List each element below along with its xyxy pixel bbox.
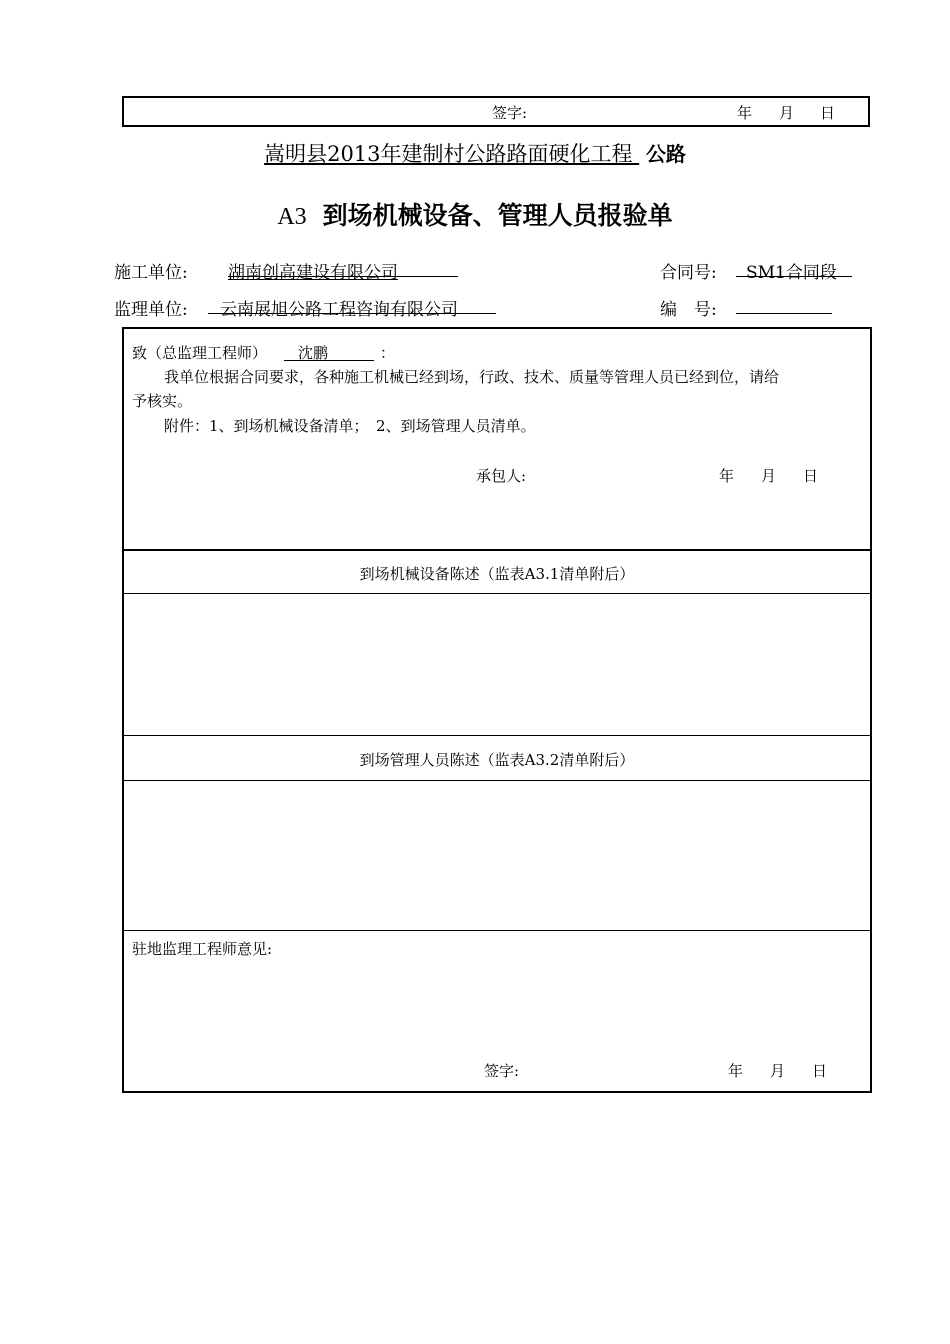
- letter-day-label: 日: [803, 467, 819, 485]
- opinion-year-label: 年: [728, 1062, 744, 1080]
- supervisor-value: 云南展旭公路工程咨询有限公司: [220, 300, 458, 320]
- letter-body-line2: 予核实。: [132, 392, 193, 410]
- opinion-month-label: 月: [770, 1062, 786, 1080]
- top-month-label: 月: [779, 104, 795, 122]
- top-year-label: 年: [737, 104, 753, 122]
- letter-to-name: 沈鹏: [298, 344, 329, 362]
- contract-no-label: 合同号:: [660, 263, 717, 283]
- letter-attachment: 附件：1、到场机械设备清单； 2、到场管理人员清单。: [164, 417, 536, 435]
- project-line: [0, 138, 950, 168]
- letter-to-prefix: 致（总监理工程师）: [132, 344, 268, 362]
- opinion-sign-label: 签字:: [484, 1062, 520, 1080]
- letter-month-label: 月: [761, 467, 777, 485]
- form-title: [0, 196, 950, 232]
- opinion-day-label: 日: [812, 1062, 828, 1080]
- form-name: 到场机械设备、管理人员报验单: [322, 201, 673, 230]
- opinion-content-area[interactable]: [130, 962, 862, 1052]
- divider-letter: [124, 549, 870, 551]
- opinion-label: 驻地监理工程师意见:: [132, 940, 273, 958]
- letter-year-label: 年: [719, 467, 735, 485]
- contractor-value: 湖南创高建设有限公司: [228, 263, 398, 283]
- contractor-label: 施工单位:: [114, 263, 188, 283]
- letter-to-suffix: ：: [380, 344, 396, 362]
- form-code: A3: [277, 204, 307, 230]
- contract-no-value: SM1合同段: [746, 263, 837, 283]
- personnel-section-title: 到场管理人员陈述（监表A3.2清单附后）: [359, 751, 635, 769]
- personnel-content-area[interactable]: [130, 784, 862, 926]
- project-name: 嵩明县2013年建制村公路路面硬化工程: [264, 142, 633, 166]
- equipment-section-title: 到场机械设备陈述（监表A3.1清单附后）: [359, 565, 635, 583]
- serial-field[interactable]: [736, 313, 832, 314]
- letter-body-line1: 我单位根据合同要求，各种施工机械已经到场，行政、技术、质量等管理人员已经到位，请给: [164, 368, 780, 386]
- letter-signer-label: 承包人:: [476, 467, 527, 485]
- contractor-underline: [228, 276, 458, 277]
- project-suffix: 公路: [645, 142, 686, 166]
- serial-label: 编 号:: [660, 300, 717, 320]
- supervisor-label: 监理单位:: [114, 300, 188, 320]
- divider-equipment-title: [124, 593, 870, 594]
- equipment-content-area[interactable]: [130, 598, 862, 732]
- top-sign-label: 签字:: [492, 104, 528, 122]
- top-day-label: 日: [820, 104, 836, 122]
- divider-equipment-area: [124, 735, 870, 736]
- divider-personnel-area: [124, 930, 870, 931]
- divider-personnel-title: [124, 780, 870, 781]
